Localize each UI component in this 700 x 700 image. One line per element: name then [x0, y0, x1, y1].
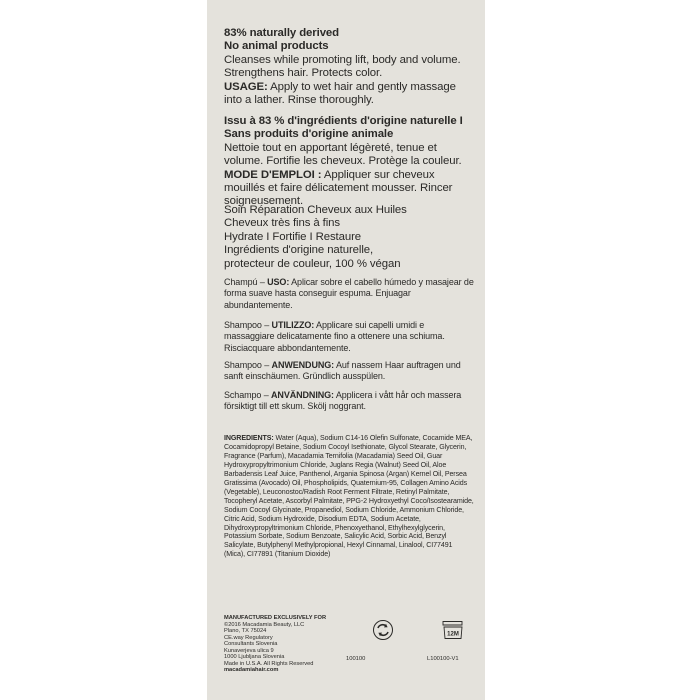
french-section [224, 115, 474, 209]
french-description: Nettoie tout en apportant légèreté, tenue et volume. Fortifie les cheveux. Protège la couleur. [224, 141, 462, 168]
swedish-prefix: Schampo – [224, 390, 272, 400]
spanish-text: Aplicar sobre el cabello húmedo y masajear de forma suave hasta conseguir espuma. Enjuagar abundantemente. [224, 277, 474, 310]
product-label-panel [207, 0, 485, 700]
recycle-icon [372, 619, 394, 641]
ingredients-section [224, 434, 474, 559]
mode-emploi-text: Appliquer sur cheveux mouillés et faire délicatement mousser. Rincer soigneusement. [224, 168, 453, 208]
spanish-prefix: Champú – [224, 277, 268, 287]
manufacturer-heading: MANUFACTURED EXCLUSIVELY FOR [224, 615, 327, 621]
animal-claim: No animal products [224, 40, 329, 53]
batch-code: L100100-V1 [427, 656, 459, 662]
english-section [224, 27, 474, 107]
german-prefix: Shampoo – [224, 360, 272, 370]
german-section [224, 360, 474, 383]
spanish-label: USO: [267, 277, 290, 287]
footer-line: ©2016 Macadamia Beauty, LLC [224, 621, 305, 628]
product-code: 100100 [346, 656, 366, 662]
pao-label: 12M [447, 631, 459, 638]
restorative-line-1: Soin Réparation Cheveux aux Huiles [224, 204, 407, 216]
manufacturer-block [224, 615, 354, 674]
footer-line: Plano, TX 75024 [224, 628, 267, 635]
french-heading: Issu à 83 % d'ingrédients d'origine naturelle I Sans produits d'origine animale [224, 115, 463, 141]
mode-emploi-label: MODE D'EMPLOI : [224, 168, 322, 181]
restorative-line-3: Hydrate I Fortifie I Restaure [224, 230, 362, 243]
german-label: ANWENDUNG: [271, 360, 335, 370]
italian-text: Applicare sui capelli umidi e massaggiare delicatamente fino a ottenere una schiuma. Risciacquare abbondantemente. [224, 320, 445, 353]
ingredients-label: INGREDIENTS: [224, 434, 274, 442]
open-jar-12m-icon [440, 620, 466, 640]
spanish-section [224, 277, 474, 311]
footer-line: Kunaverjeva ulica 9 [224, 647, 274, 654]
italian-label: UTILIZZO: [271, 320, 315, 330]
italian-section [224, 320, 474, 354]
swedish-label: ANVÄNDNING: [271, 390, 334, 400]
usage-label: USAGE: [224, 80, 268, 93]
german-text: Auf nassem Haar auftragen und sanft einschäumen. Gründlich ausspülen. [224, 360, 461, 382]
italian-prefix: Shampoo – [224, 320, 272, 330]
natural-claim: 83% naturally derived [224, 27, 340, 39]
english-description: Cleanses while promoting lift, body and volume. Strengthens hair. Protects color. [224, 53, 461, 80]
usage-text: Apply to wet hair and gently massage into a lather. Rinse thoroughly. [224, 80, 456, 107]
restorative-line-4: Ingrédients d'origine naturelle, [224, 244, 374, 257]
ingredients-text: Water (Aqua), Sodium C14-16 Olefin Sulfonate, Cocamide MEA, Cocamidopropyl Betaine, Sodium Cocoyl Isethionate, Glycol Stearate, Glycerin, Fragrance (Parfum), Macadamia Ternifolia (Macadamia) Seed Oil, Guar Hydroxypropyltrimonium Chloride, Juglans Regia (Walnut) Seed Oil, Aloe Barbadensis Leaf Juice, Panthenol, Argania Spinosa (Argan) Kernel Oil, Persea Gratissima (Avocado) Oil, Phospholipids, Quaternium-95, Collagen Amino Acids (Vegetable), Leuconostoc/Radish Root Ferment Filtrate, Retinyl Palmitate, Tocopheryl Acetate, Ascorbyl Palmitate, PPG-2 Hydroxyethyl Coco/Isostearamide, Sodium Cocoyl Glycinate, Propanediol, Sodium Chloride, Ammonium Chloride, Citric Acid, Sodium Hydroxide, Disodium EDTA, Sodium Acetate, Dihydroxypropyltrimonium Chloride, Phenoxyethanol, Ethylhexylglycerin, Potassium Sorbate, Sodium Benzoate, Salicylic Acid, Sorbic Acid, Benzyl Salicylate, Butylphenyl Methylpropional, Hexyl Cinnamal, Linalool, CI77491 (Mica), CI77891 (Titanium Dioxide) [224, 434, 474, 559]
restorative-section [224, 204, 474, 271]
restorative-line-5: protecteur de couleur, 100 % végan [224, 257, 401, 270]
footer-line: 1000 Ljubljana Slovenia [224, 654, 285, 661]
swedish-section [224, 390, 474, 413]
footer-line: Consultants Slovenia [224, 641, 278, 648]
footer-line: Made in U.S.A. All Rights Reserved [224, 660, 314, 667]
restorative-line-2: Cheveux très fins à fins [224, 217, 340, 230]
footer-line: CE.way Regulatory [224, 634, 273, 641]
website: macadamiahair.com [224, 667, 279, 674]
swedish-text: Applicera i vått hår och massera försiktigt till ett skum. Skölj noggrant. [224, 390, 462, 412]
